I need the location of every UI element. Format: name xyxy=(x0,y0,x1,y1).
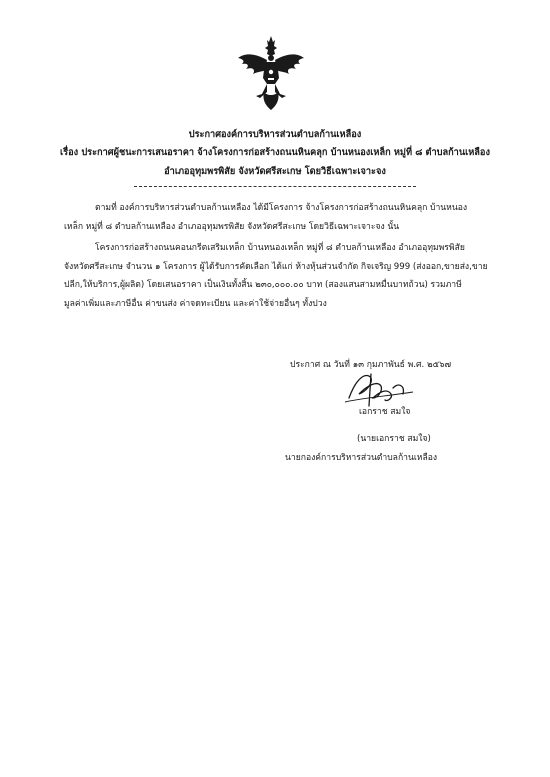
paragraph-line: มูลค่าเพิ่มและภาษีอื่น ค่าขนส่ง ค่าจดทะเบียน และค่าใช้จ่ายอื่นๆ ทั้งปวง xyxy=(64,298,327,309)
garuda-emblem-icon xyxy=(234,34,308,114)
header-divider xyxy=(134,186,416,187)
signer-name: เอกราช สมใจ xyxy=(359,407,411,417)
announce-date: ประกาศ ณ วันที่ ๑๓ กุมภาพันธ์ พ.ศ. ๒๕๖๗ xyxy=(290,360,452,370)
paragraph-background xyxy=(64,199,490,236)
paragraph-line: จังหวัดศรีสะเกษ จำนวน ๑ โครงการ ผู้ได้รับการคัดเลือก ได้แก่ ห้างหุ้นส่วนจำกัด กิจเจริญ 999 (ส่งออก,ขายส่ง,ขาย xyxy=(64,261,488,272)
header-subject-line-continued: อำเภออุทุมพรพิสัย จังหวัดศรีสะเกษ โดยวิธีเฉพาะเจาะจง xyxy=(164,166,386,177)
paragraph-winner xyxy=(64,239,490,313)
paragraph-line: เหล็ก หมู่ที่ ๘ ตำบลก้านเหลือง อำเภออุทุมพรพิสัย จังหวัดศรีสะเกษ โดยวิธีเฉพาะเจาะจง นั้น xyxy=(64,221,400,232)
paragraph-line: ตามที่ องค์การบริหารส่วนตำบลก้านเหลือง ได้มีโครงการ จ้างโครงการก่อสร้างถนนหินคลุก บ้านหนอง xyxy=(95,203,468,213)
header-org-title: ประกาศองค์การบริหารส่วนตำบลก้านเหลือง xyxy=(188,129,362,140)
header-subject-line: เรื่อง ประกาศผู้ชนะการเสนอราคา จ้างโครงการก่อสร้างถนนหินคลุก บ้านหนองเหล็ก หมู่ที่ ๘ ตำบลก้านเหลือง xyxy=(60,147,490,158)
paragraph-line: โครงการก่อสร้างถนนคอนกรีตเสริมเหล็ก บ้านหนองเหล็ก หมู่ที่ ๘ ตำบลก้านเหลือง อำเภออุทุมพรพิสัย xyxy=(95,243,465,253)
paragraph-line: ปลีก,ให้บริการ,ผู้ผลิต) โดยเสนอราคา เป็นเงินทั้งสิ้น ๒๓๐,๐๐๐.๐๐ บาท (สองแสนสามหมื่นบาทถ้วน) รวมภาษี xyxy=(64,280,462,290)
signer-position: นายกองค์การบริหารส่วนตำบลก้านเหลือง xyxy=(285,453,438,463)
signer-full-name: (นายเอกราช สมใจ) xyxy=(357,434,431,444)
